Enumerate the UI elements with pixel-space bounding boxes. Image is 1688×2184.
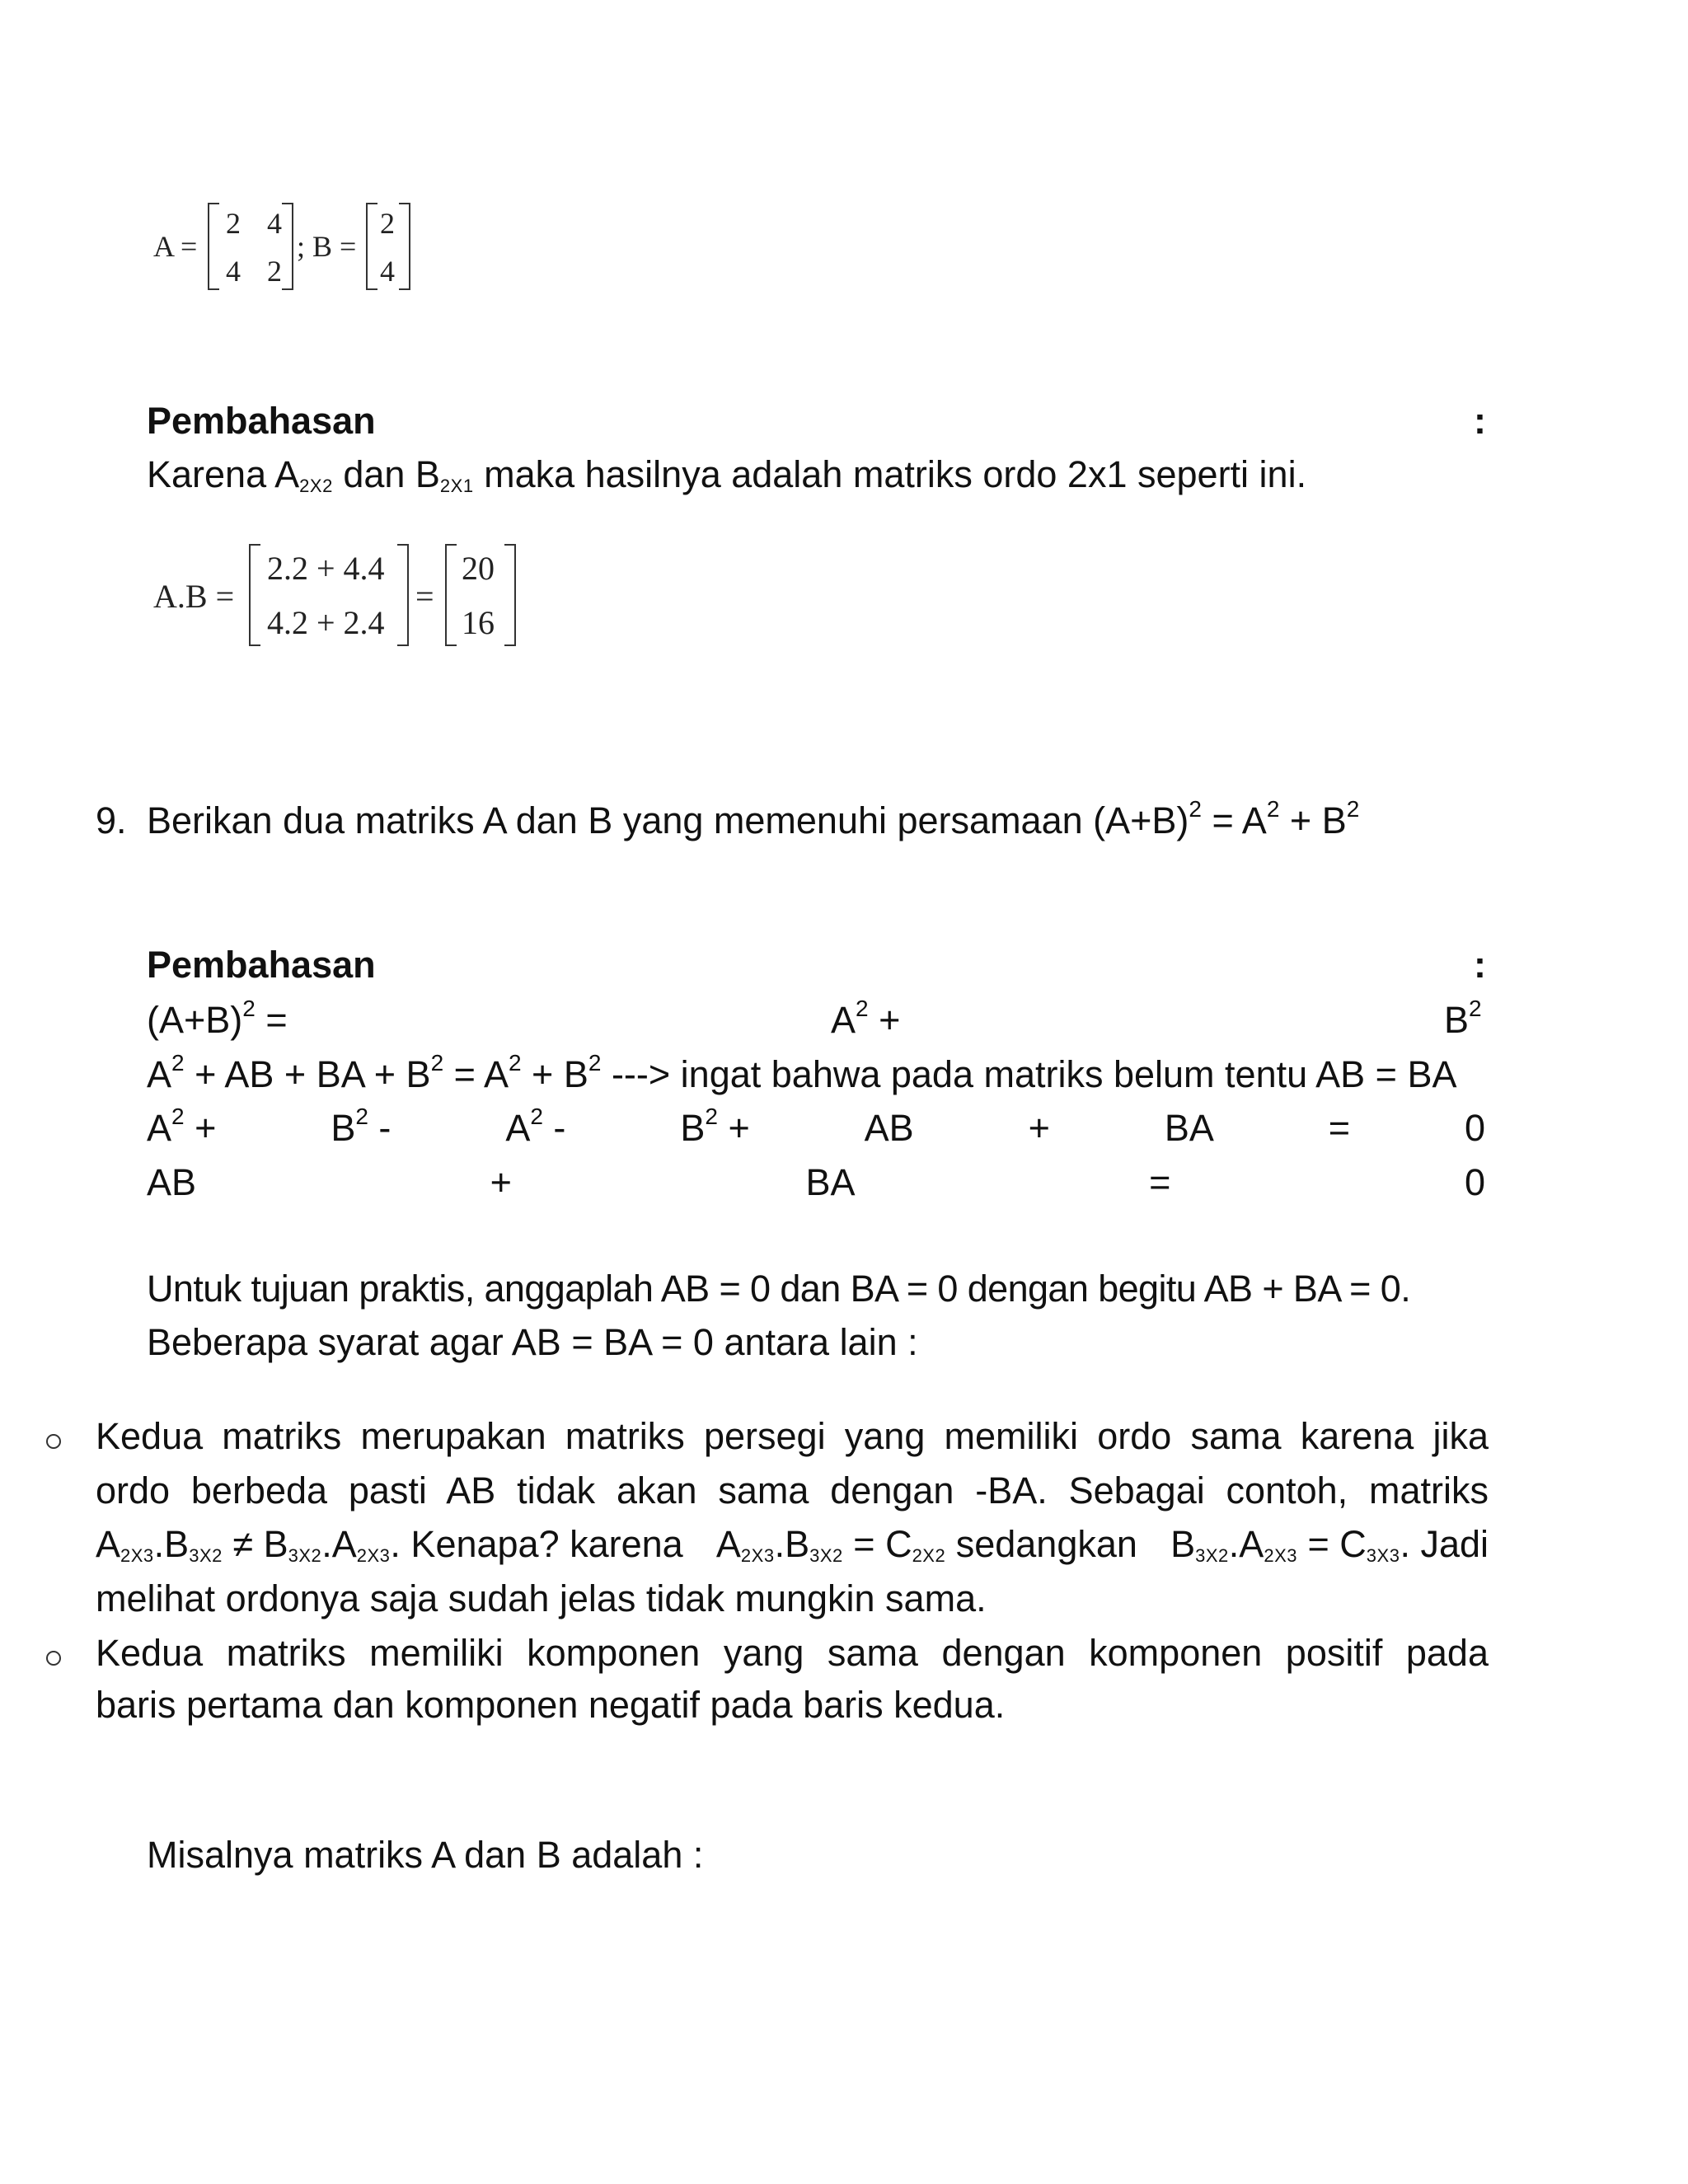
matrix-cell: 4.2 + 2.4 [267, 604, 385, 641]
equation-line-1: $(A+B)^2$ = [147, 996, 288, 1041]
equals-sign: = [415, 578, 434, 615]
bullet-text-line: melihat ordonya saja sudah jelas tidak mungkin sama. [96, 1577, 987, 1619]
matrix-a [208, 203, 293, 290]
product-label: A.B = [153, 578, 235, 615]
product-expression-matrix [249, 544, 409, 646]
bullet-text-line: $A_{2X3}.B_{3X2} \ne B_{3X2}.A_{2X3}$. Kenapa? karena $A_{2X3}.B_{3X2} = C_{2X2}$ sedangkan $B_{3X2}.A_{2X3} = C_{3X3}$. Jadi [96, 1523, 1489, 1566]
bullet-icon [46, 1434, 61, 1449]
heading-colon: : [1474, 944, 1486, 986]
matrix-a-label: A = [153, 230, 198, 263]
question-number: 9. [96, 799, 127, 841]
matrix-cell: 2 [226, 207, 241, 240]
section-heading: Pembahasan [147, 944, 376, 986]
equation-line-3: $A^2$ + $B^2$ - $A^2$ - $B^2$ + AB + BA = 0 [147, 1104, 1485, 1149]
matrix-cell: 20 [462, 550, 495, 587]
matrix-cell: 16 [462, 604, 495, 641]
closing-text: Misalnya matriks A dan B adalah : [147, 1834, 704, 1876]
bullet-text-line: Kedua matriks merupakan matriks persegi yang memiliki ordo sama karena jika [96, 1415, 1489, 1457]
bullet-text-line: Kedua matriks memiliki komponen yang sama dengan komponen positif pada [96, 1632, 1489, 1674]
paragraph: Beberapa syarat agar AB = BA = 0 antara lain : [147, 1321, 918, 1363]
section-heading: Pembahasan [147, 400, 376, 442]
explanation-line: Karena $A_{2X2}$ dan $B_{2X1}$ maka hasilnya adalah matriks ordo 2x1 seperti ini. [147, 453, 1307, 496]
question-text: Berikan dua matriks A dan B yang memenuhi persamaan $(A+B)^2 = A^2 + B^2$ [147, 796, 1360, 841]
bullet-icon [46, 1651, 61, 1666]
matrix-cell: 4 [226, 255, 241, 288]
paragraph: Untuk tujuan praktis, anggaplah AB = 0 dan BA = 0 dengan begitu AB + BA = 0. [147, 1268, 1411, 1310]
equation-line-2: $A^2$ + AB + BA + $B^2 = A^2 + B^2$ ---> ingat bahwa pada matriks belum tentu AB = BA [147, 1050, 1457, 1095]
matrix-b [366, 203, 410, 290]
product-result-matrix [445, 544, 516, 646]
equation-line-1-term: $A^2$ + [831, 996, 901, 1041]
matrix-b-label: ; B = [297, 230, 357, 263]
matrix-cell: 2 [267, 255, 282, 288]
equation-line-1-term: $B^2$ [1444, 996, 1482, 1041]
equation-line-4: AB + BA = 0 [147, 1161, 1485, 1203]
matrix-cell: 4 [267, 207, 282, 240]
bullet-text-line: ordo berbeda pasti AB tidak akan sama dengan -BA. Sebagai contoh, matriks [96, 1469, 1489, 1511]
matrix-cell: 4 [380, 255, 395, 288]
matrix-cell: 2.2 + 4.4 [267, 550, 385, 587]
bullet-text-line: baris pertama dan komponen negatif pada baris kedua. [96, 1684, 1006, 1726]
heading-colon: : [1474, 400, 1486, 442]
matrix-cell: 2 [380, 207, 395, 240]
